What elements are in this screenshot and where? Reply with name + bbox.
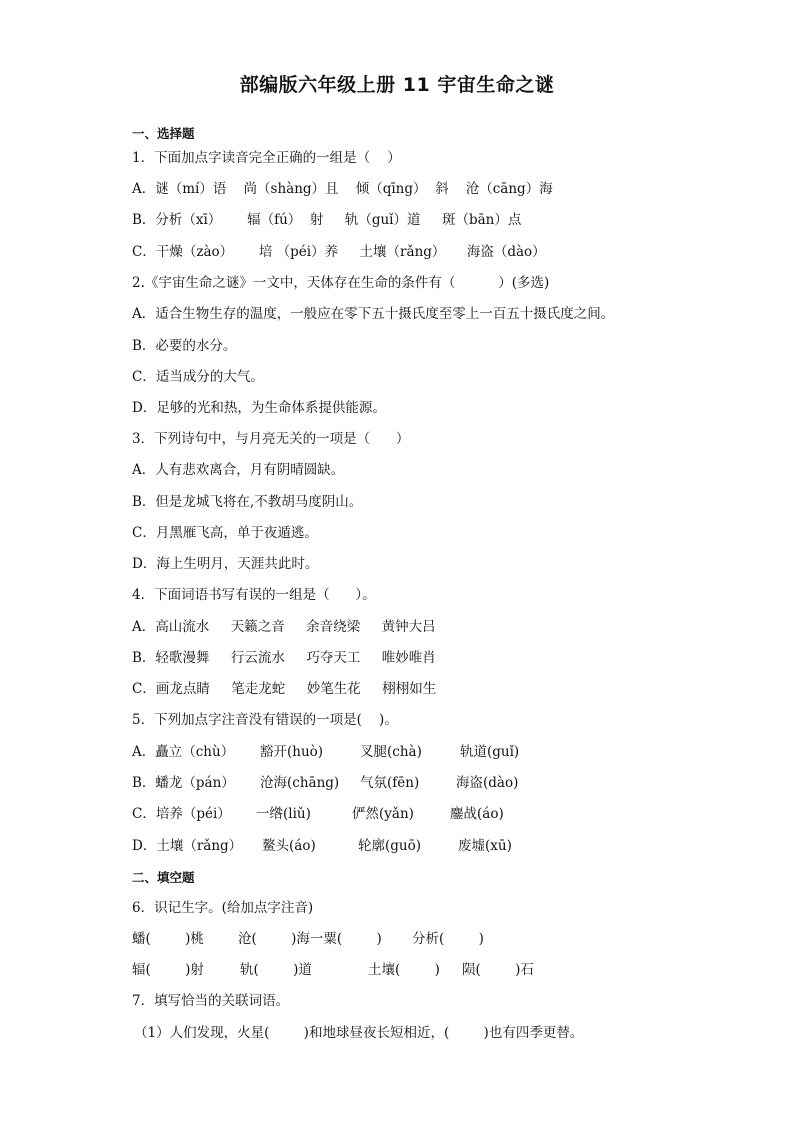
option-c-word-2: 一绺(liǔ) xyxy=(256,806,311,822)
question-2-option-d: D．足够的光和热，为生命体系提供能源。 xyxy=(132,400,386,416)
question-5-option-d xyxy=(132,836,732,856)
question-3-option-a: A．人有悲欢离合，月有阴晴圆缺。 xyxy=(132,462,345,478)
question-5-option-b xyxy=(132,773,732,793)
pinyin-blank-7: 陨( )石 xyxy=(462,962,534,978)
option-a-word-1: A．矗立（chù） xyxy=(132,744,235,760)
question-7-item-1: （1）人们发现，火星( )和地球昼夜长短相近，( )也有四季更替。 xyxy=(134,1025,584,1041)
question-5-option-a xyxy=(132,742,732,762)
question-2-option-c: C．适当成分的大气。 xyxy=(132,369,264,385)
option-a-word-2: 豁开(huò) xyxy=(260,744,324,760)
page-title: 部编版六年级上册 11 宇宙生命之谜 xyxy=(239,74,555,96)
pinyin-blank-6: 土壤( ) xyxy=(368,962,440,978)
option-b-word-3: 气氛(fēn) xyxy=(360,775,420,791)
option-d-word-1: D．土壤（rǎng） xyxy=(132,838,243,854)
option-d-word-3: 轮廓(guō) xyxy=(358,838,421,854)
question-1-option-a: A．谜（mí）语 尚（shàng）且 倾（qīng） 斜 沧（cāng）海 xyxy=(132,181,553,197)
option-b-word-4: 海盗(dào) xyxy=(456,775,519,791)
question-4-stem: 4．下面词语书写有误的一组是（ ）。 xyxy=(132,587,376,603)
question-6-row-1 xyxy=(132,929,732,949)
question-2-option-b: B．必要的水分。 xyxy=(132,338,237,354)
question-4-option-b: B．轻歌漫舞 行云流水 巧夺天工 唯妙唯肖 xyxy=(132,650,436,666)
question-5-option-c xyxy=(132,804,732,824)
question-4-option-c: C．画龙点睛 笔走龙蛇 妙笔生花 栩栩如生 xyxy=(132,681,437,697)
question-3-stem: 3．下列诗句中，与月亮无关的一项是（ ） xyxy=(132,431,410,447)
question-6-stem: 6．识记生字。(给加点字注音) xyxy=(132,900,314,916)
question-6-row-2 xyxy=(132,960,732,980)
option-d-word-4: 废墟(xū) xyxy=(458,838,512,854)
question-3-option-d: D．海上生明月，天涯共此时。 xyxy=(132,556,319,572)
question-3-option-c: C．月黑雁飞高，单于夜遁逃。 xyxy=(132,525,318,541)
section-heading-fill: 二、填空题 xyxy=(132,870,195,885)
option-d-word-2: 鳌头(áo) xyxy=(262,838,316,854)
pinyin-blank-4: 辐( )射 xyxy=(132,962,204,978)
question-1-option-b: B．分析（xī） 辐（fú） 射 轨（guǐ）道 斑（bān）点 xyxy=(132,212,522,228)
question-1-stem: 1．下面加点字读音完全正确的一组是（ ） xyxy=(132,150,401,166)
option-b-word-2: 沧海(chāng) xyxy=(260,775,340,791)
option-a-word-4: 轨道(guǐ) xyxy=(460,744,520,760)
option-c-word-4: 鏖战(áo) xyxy=(450,806,504,822)
option-c-word-3: 俨然(yǎn) xyxy=(352,806,414,822)
option-c-word-1: C．培养（péi） xyxy=(132,806,231,822)
option-b-word-1: B．蟠龙（pán） xyxy=(132,775,235,791)
section-heading-choice: 一、选择题 xyxy=(132,126,195,141)
question-3-option-b: B．但是龙城飞将在,不教胡马度阴山。 xyxy=(132,494,363,510)
option-a-word-3: 叉腿(chà) xyxy=(360,744,422,760)
question-4-option-a: A．高山流水 天籁之音 余音绕梁 黄钟大吕 xyxy=(132,619,436,635)
pinyin-blank-2: 沧( )海一粟( ) xyxy=(238,931,382,947)
question-2-option-a: A．适合生物生存的温度，一般应在零下五十摄氏度至零上一百五十摄氏度之间。 xyxy=(132,306,615,322)
question-7-stem: 7．填写恰当的关联词语。 xyxy=(132,993,290,1009)
pinyin-blank-1: 蟠( )桃 xyxy=(132,931,204,947)
question-2-stem: 2.《宇宙生命之谜》一文中，天体存在生命的条件有（ ）(多选) xyxy=(132,275,550,291)
question-5-stem: 5．下列加点字注音没有错误的一项是( )。 xyxy=(132,712,398,728)
pinyin-blank-5: 轨( )道 xyxy=(240,962,312,978)
pinyin-blank-3: 分析( ) xyxy=(412,931,484,947)
question-1-option-c: C．干燥（zào） 培 （péi）养 土壤（rǎng） 海盗（dào） xyxy=(132,244,546,260)
